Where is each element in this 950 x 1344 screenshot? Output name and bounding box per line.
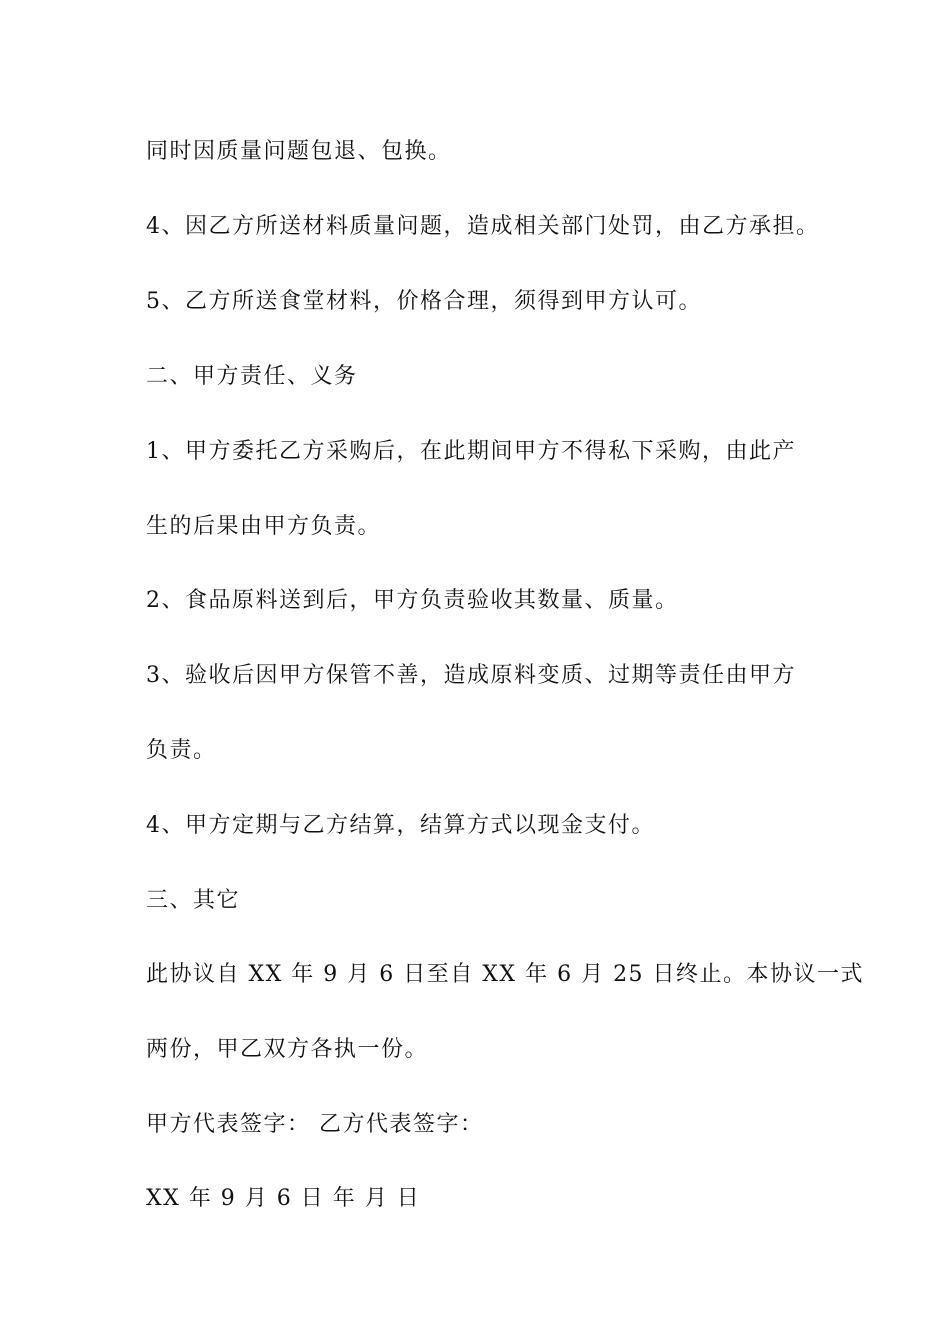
text-line-6: 生的后果由甲方负责。 (146, 514, 382, 539)
signature-labels: 甲方代表签字： 乙方代表签字： (146, 1112, 484, 1137)
text-line-8: 3、验收后因甲方保管不善，造成原料变质、过期等责任由甲方 (146, 663, 796, 688)
text-line-5: 1、甲方委托乙方采购后，在此期间甲方不得私下采购，由此产 (146, 439, 796, 464)
text-line-12: 此协议自 XX 年 9 月 6 日至自 XX 年 6 月 25 日终止。本协议一式 (146, 962, 865, 987)
section-heading-3: 三、其它 (146, 888, 241, 913)
text-line-1: 同时因质量问题包退、包换。 (146, 139, 452, 164)
text-line-13: 两份，甲乙双方各执一份。 (146, 1037, 429, 1062)
signature-dates: XX 年 9 月 6 日 年 月 日 (146, 1186, 421, 1211)
text-line-9: 负责。 (146, 738, 217, 763)
text-line-10: 4、甲方定期与乙方结算，结算方式以现金支付。 (146, 813, 655, 838)
section-heading-2: 二、甲方责任、义务 (146, 364, 358, 389)
text-line-2: 4、因乙方所送材料质量问题，造成相关部门处罚，由乙方承担。 (146, 214, 820, 239)
text-line-7: 2、食品原料送到后，甲方负责验收其数量、质量。 (146, 588, 679, 613)
text-line-3: 5、乙方所送食堂材料，价格合理，须得到甲方认可。 (146, 289, 702, 314)
